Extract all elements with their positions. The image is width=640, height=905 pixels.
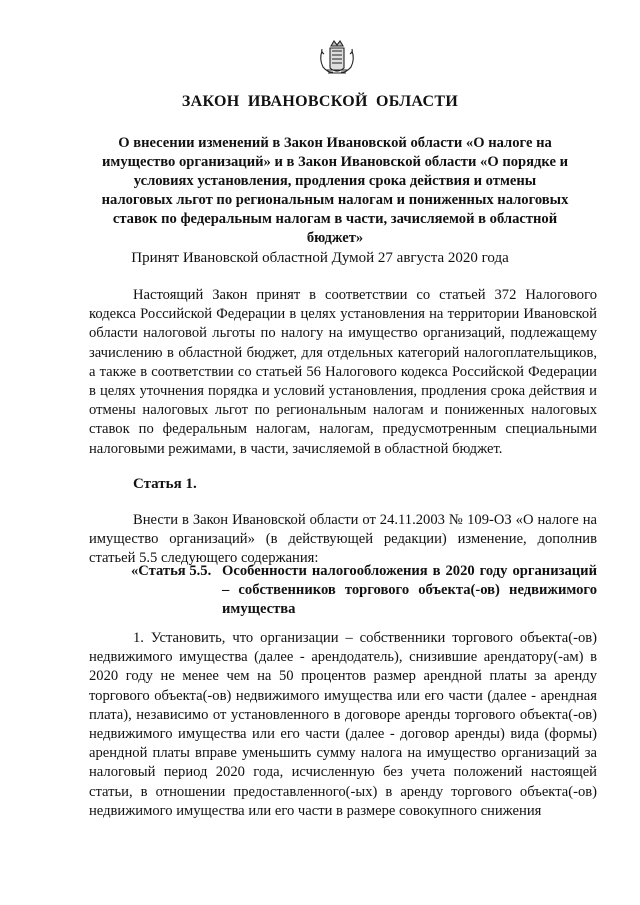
preamble-paragraph: Настоящий Закон принят в соответствии со статьей 372 Налогового кодекса Российской Федерации в целях установления на территории Ивановской области налоговой льготы по налогу на имущество организаций, подлежащему зачислению в областной бюджет, для отдельных категорий налогоплательщиков, а также в соответствии со статьей 56 Налогового кодекса Российской Федерации в целях уточнения порядка и условий установления, продления срока действия и отмены налоговых льгот по региональным налогам и пониженных налоговых ставок по федеральным налогам, налогам, предусмотренным специальными налоговыми режимами, в части, зачисляемой в областной бюджет. [89,287,597,457]
law-title: ЗАКОН ИВАНОВСКОЙ ОБЛАСТИ [181,93,459,110]
article-5-5-label: «Статья 5.5. [131,563,212,579]
item-1-paragraph: 1. Установить, что организации – собственники торгового объекта(-ов) недвижимого имущества (далее - арендодатель), снизившие арендатору(-ам) в 2020 году не менее чем на 50 процентов размер арендной платы за аренду торгового объекта(-ов) недвижимого имущества или его части (далее - арендная плата), независимо от установленного в договоре аренды торгового объекта(-ов) недвижимого имущества или его части (далее - договор аренды) вида (формы) арендной платы вправе уменьшить сумму налога на имущество организаций за налоговый период 2020 года, исчисленную без учета положений настоящей статьи, в отношении предоставленного(-ых) в аренду торгового объекта(-ов) недвижимого имущества или его части в размере совокупного снижения [89,630,597,819]
adoption-line: Принят Ивановской областной Думой 27 августа 2020 года [131,250,509,266]
coat-of-arms-icon [316,37,358,79]
law-subtitle: О внесении изменений в Закон Ивановской области «О налоге на имущество организаций» и в Закон Ивановской области «О порядке и условиях установления, продления срока действия и отмены налоговых льгот по региональным налогам и пониженных налоговых ставок по федеральным налогам в части, зачисляемой в областной бюджет» [101,135,569,246]
article-1-heading: Статья 1. [133,476,197,492]
article-1-text: Внести в Закон Ивановской области от 24.11.2003 № 109-ОЗ «О налоге на имущество организаций» (в действующей редакции) изменение, дополнив статьей 5.5 следующего содержания: [89,512,597,567]
article-5-5-title: Особенности налогообложения в 2020 году организаций – собственников торгового объекта(-ов) недвижимого имущества [222,563,597,617]
